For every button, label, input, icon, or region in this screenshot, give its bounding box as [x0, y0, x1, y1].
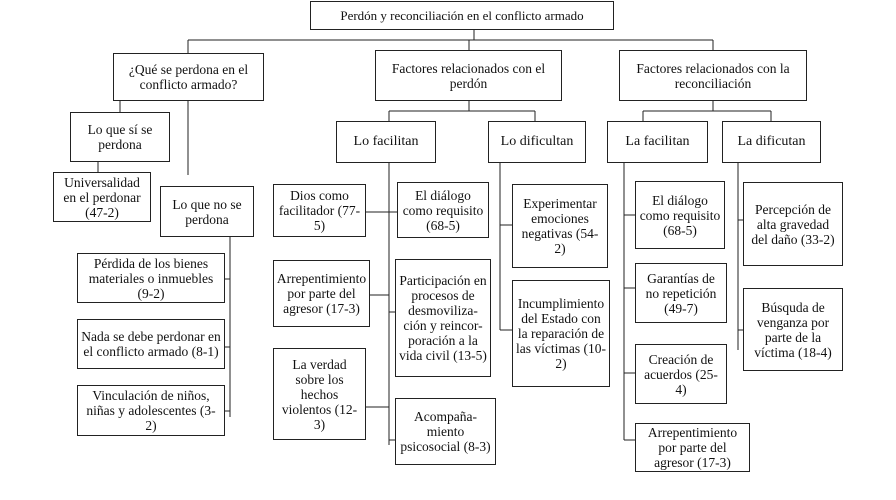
node-lo-que-si-se-perdona: Lo que sí se perdona: [70, 112, 170, 162]
node-lo-dificultan: Lo dificultan: [488, 121, 586, 163]
node-percepcion-gravedad: Percepción de alta gravedad del daño (33-2): [743, 182, 843, 266]
node-arrepentimiento-agresor: Arrepentimiento por parte del agresor (17-3): [273, 260, 370, 327]
node-nada-se-debe-perdonar: Nada se debe perdonar en el conflicto armado (8-1): [77, 319, 225, 369]
node-participacion-procesos: Participación en procesos de desmoviliza-ción y reincor-poración a la vida civil (13-5): [395, 259, 491, 377]
header-factores-perdon: Factores relacionados con el perdón: [375, 50, 562, 101]
node-dialogo-requisito-perdon: El diálogo como requisito (68-5): [397, 182, 489, 238]
node-universalidad: Universalidad en el perdonar (47-2): [53, 172, 151, 222]
node-dialogo-requisito-reconciliacion: El diálogo como requisito (68-5): [635, 181, 725, 249]
node-vinculacion-ninos: Vinculación de niños, niñas y adolescentes (3-2): [77, 385, 225, 436]
header-factores-reconciliacion: Factores relacionados con la reconciliación: [619, 50, 807, 101]
diagram-title: Perdón y reconciliación en el conflicto armado: [310, 1, 614, 30]
node-acompanamiento-psicosocial: Acompaña-miento psicosocial (8-3): [395, 398, 496, 465]
node-garantias-no-repeticion: Garantías de no repetición (49-7): [635, 263, 727, 323]
node-la-facilitan: La facilitan: [607, 121, 708, 163]
node-incumplimiento-estado: Incumplimiento del Estado con la reparación de las víctimas (10-2): [512, 280, 610, 387]
node-busqueda-venganza: Búsquda de venganza por parte de la víctima (18-4): [743, 288, 843, 371]
header-que-se-perdona: ¿Qué se perdona en el conflicto armado?: [113, 53, 264, 101]
node-lo-facilitan: Lo facilitan: [336, 121, 436, 163]
node-verdad-hechos: La verdad sobre los hechos violentos (12-3): [273, 348, 366, 440]
node-dios-facilitador: Dios como facilitador (77-5): [273, 184, 366, 237]
node-la-dificutan: La dificutan: [722, 121, 821, 163]
node-creacion-acuerdos: Creación de acuerdos (25-4): [635, 344, 727, 404]
node-lo-que-no-se-perdona: Lo que no se perdona: [160, 186, 254, 237]
node-emociones-negativas: Experimentar emociones negativas (54-2): [512, 184, 608, 268]
node-perdida-bienes: Pérdida de los bienes materiales o inmuebles (9-2): [77, 253, 225, 303]
node-arrepentimiento-agresor-reconciliacion: Arrepentimiento por parte del agresor (17-3): [635, 423, 750, 472]
